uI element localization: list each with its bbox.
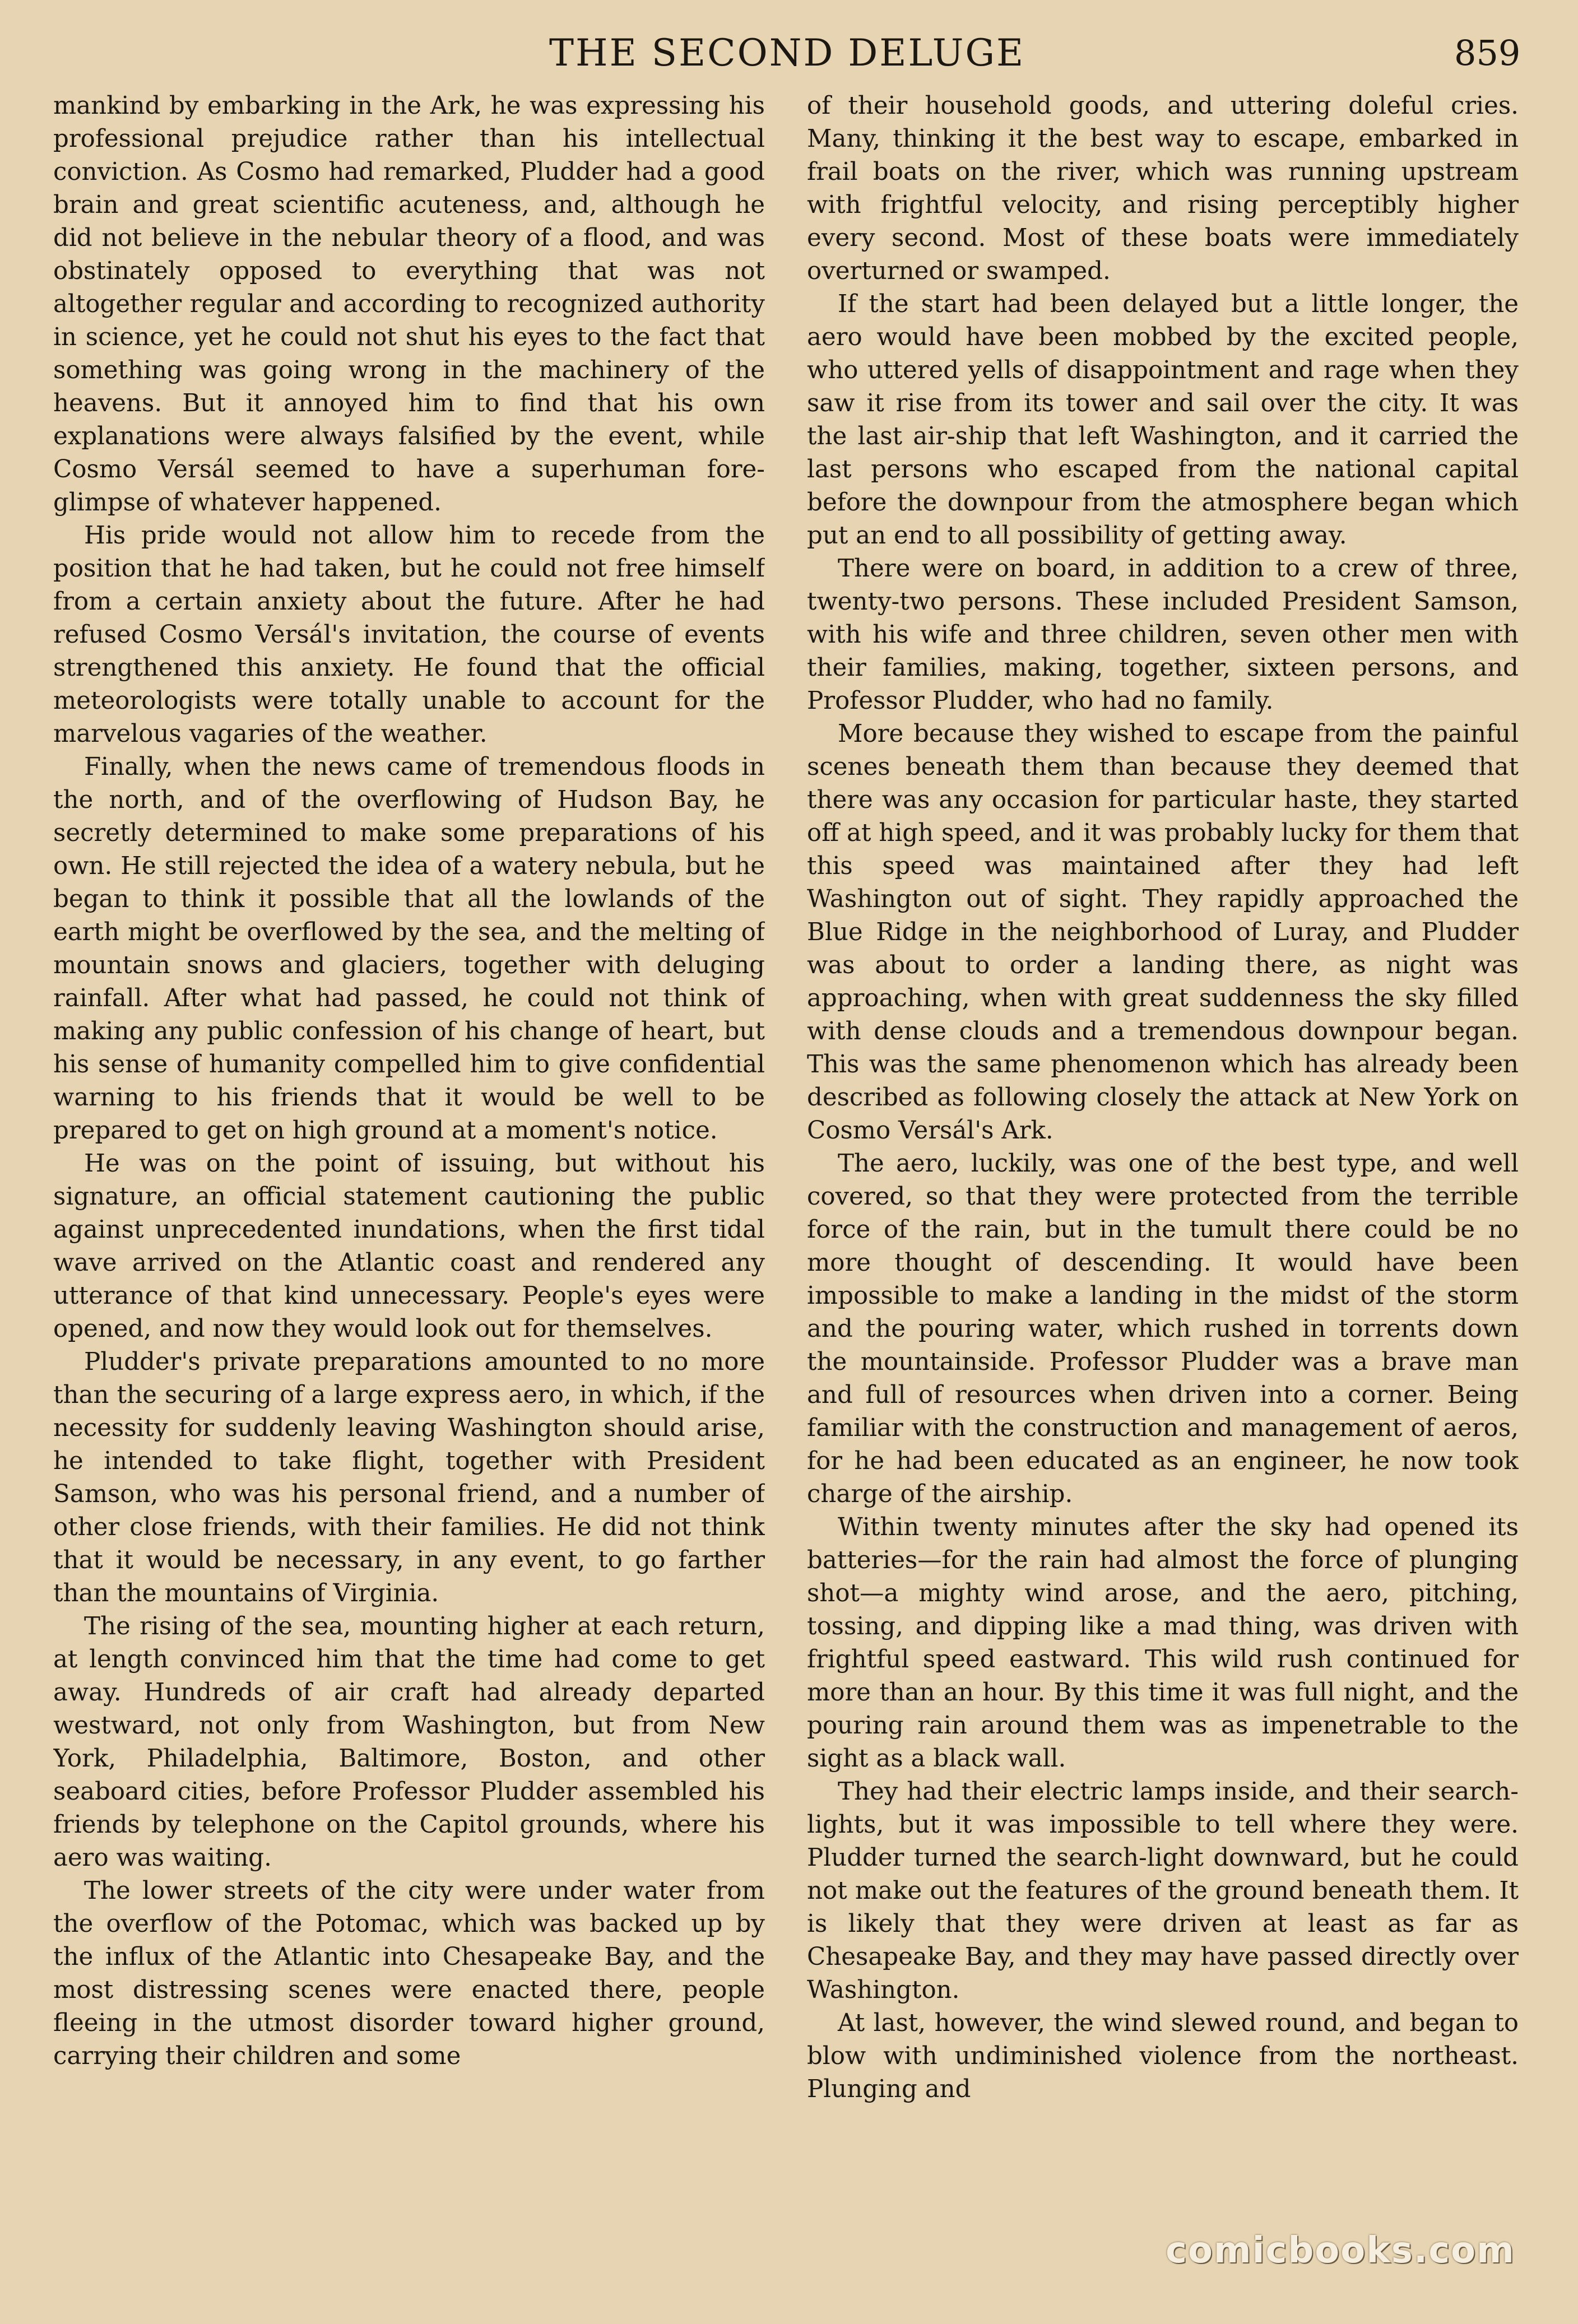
paragraph: Within twenty minutes after the sky had opened its batteries—for the rain had almost the force of plunging shot—a mighty wind arose, and the aero, pitching, tossing, and dipping like a mad thing, was driven with frightful speed eastward. This wild rush continued for more than an hour. By this time it was full night, and the pouring rain around them was as impenetrable to the sight as a black wall.: [807, 1513, 1519, 1773]
page-header: [0, 25, 1578, 87]
paragraph: If the start had been delayed but a little longer, the aero would have been mobbed by the excited people, who uttered yells of disappointment and rage when they saw it rise from its tower and sail over the city. It was the last air-ship that left Washington, and it carried the last persons who escaped from the national capital before the downpour from the atmosphere began which put an end to all possibility of getting away.: [807, 290, 1519, 550]
running-title: THE SECOND DELUGE: [549, 31, 1025, 75]
paragraph: The lower streets of the city were under water from the overflow of the Potomac, which was backed up by the influx of the Atlantic into Chesapeake Bay, and the most distressing scenes were enacted there, people fleeing in the utmost disorder toward higher ground, carrying their children and some: [53, 1877, 765, 2070]
paragraph: The aero, luckily, was one of the best type, and well covered, so that they were protected from the terrible force of the rain, but in the tumult there could be no more thought of descending. It would have been impossible to make a landing in the midst of the storm and the pouring water, which rushed in torrents down the mountainside. Professor Pludder was a brave man and full of resources when driven into a corner. Being familiar with the construction and management of aeros, for he had been educated as an engineer, he now took charge of the airship.: [807, 1150, 1519, 1508]
paragraph: More because they wished to escape from the painful scenes beneath them than because they deemed that there was any occasion for particular haste, they started off at high speed, and it was probably lucky for them that this speed was maintained after they had left Washington out of sight. They rapidly approached the Blue Ridge in the neighborhood of Luray, and Pludder was about to order a landing there, as night was approaching, when with great suddenness the sky filled with dense clouds and a tremendous downpour began. This was the same phenomenon which has already been described as following closely the attack at New York on Cosmo Versál's Ark.: [807, 720, 1519, 1145]
paragraph: His pride would not allow him to recede from the position that he had taken, but he could not free himself from a certain anxiety about the future. After he had refused Cosmo Versál's invitation, the course of events strengthened this anxiety. He found that the official meteorologists were totally unable to account for the marvelous vagaries of the weather.: [53, 522, 765, 748]
paragraph: The rising of the sea, mounting higher at each return, at length convinced him that the time had come to get away. Hundreds of air craft had already departed westward, not only from Washington, but from New York, Philadelphia, Baltimore, Boston, and other seaboard cities, before Professor Pludder assembled his friends by telephone on the Capitol grounds, where his aero was waiting.: [53, 1612, 765, 1872]
left-column: [53, 90, 765, 2297]
right-column: [807, 90, 1519, 2297]
paragraph: They had their electric lamps inside, and their search-lights, but it was impossible to tell where they were. Pludder turned the search-light downward, but he could not make out the features of the ground beneath them. It is likely that they were driven at least as far as Chesapeake Bay, and they may have passed directly over Washington.: [807, 1778, 1519, 2004]
paragraph: There were on board, in addition to a crew of three, twenty-two persons. These included President Samson, with his wife and three children, seven other men with their families, making, together, sixteen persons, and Professor Pludder, who had no family.: [807, 555, 1519, 715]
paragraph: At last, however, the wind slewed round, and began to blow with undiminished violence from the northeast. Plunging and: [807, 2009, 1519, 2103]
watermark: comicbooks.com: [1166, 2230, 1515, 2271]
paragraph: of their household goods, and uttering doleful cries. Many, thinking it the best way to escape, embarked in frail boats on the river, which was running upstream with frightful velocity, and rising perceptibly higher every second. Most of these boats were immediately overturned or swamped.: [807, 92, 1519, 285]
paragraph: Finally, when the news came of tremendous floods in the north, and of the overflowing of Hudson Bay, he secretly determined to make some preparations of his own. He still rejected the idea of a watery nebula, but he began to think it possible that all the lowlands of the earth might be overflowed by the sea, and the melting of mountain snows and glaciers, together with deluging rainfall. After what had passed, he could not think of making any public confession of his change of heart, but his sense of humanity compelled him to give confidential warning to his friends that it would be well to be prepared to get on high ground at a moment's notice.: [53, 753, 765, 1145]
paragraph: Pludder's private preparations amounted to no more than the securing of a large express aero, in which, if the necessity for suddenly leaving Washington should arise, he intended to take flight, together with President Samson, who was his personal friend, and a number of other close friends, with their families. He did not think that it would be necessary, in any event, to go farther than the mountains of Virginia.: [53, 1348, 765, 1607]
paragraph: mankind by embarking in the Ark, he was expressing his professional prejudice rather than his intellectual conviction. As Cosmo had remarked, Pludder had a good brain and great scientific acuteness, and, although he did not believe in the nebular theory of a flood, and was obstinately opposed to everything that was not altogether regular and according to recognized authority in science, yet he could not shut his eyes to the fact that something was going wrong in the machinery of the heavens. But it annoyed him to find that his own explanations were always falsified by the event, while Cosmo Versál seemed to have a superhuman fore-glimpse of whatever happened.: [53, 92, 765, 517]
paragraph: He was on the point of issuing, but without his signature, an official statement cautioning the public against unprecedented inundations, when the first tidal wave arrived on the Atlantic coast and rendered any utterance of that kind unnecessary. People's eyes were opened, and now they would look out for themselves.: [53, 1150, 765, 1343]
page-number: 859: [1454, 32, 1521, 73]
